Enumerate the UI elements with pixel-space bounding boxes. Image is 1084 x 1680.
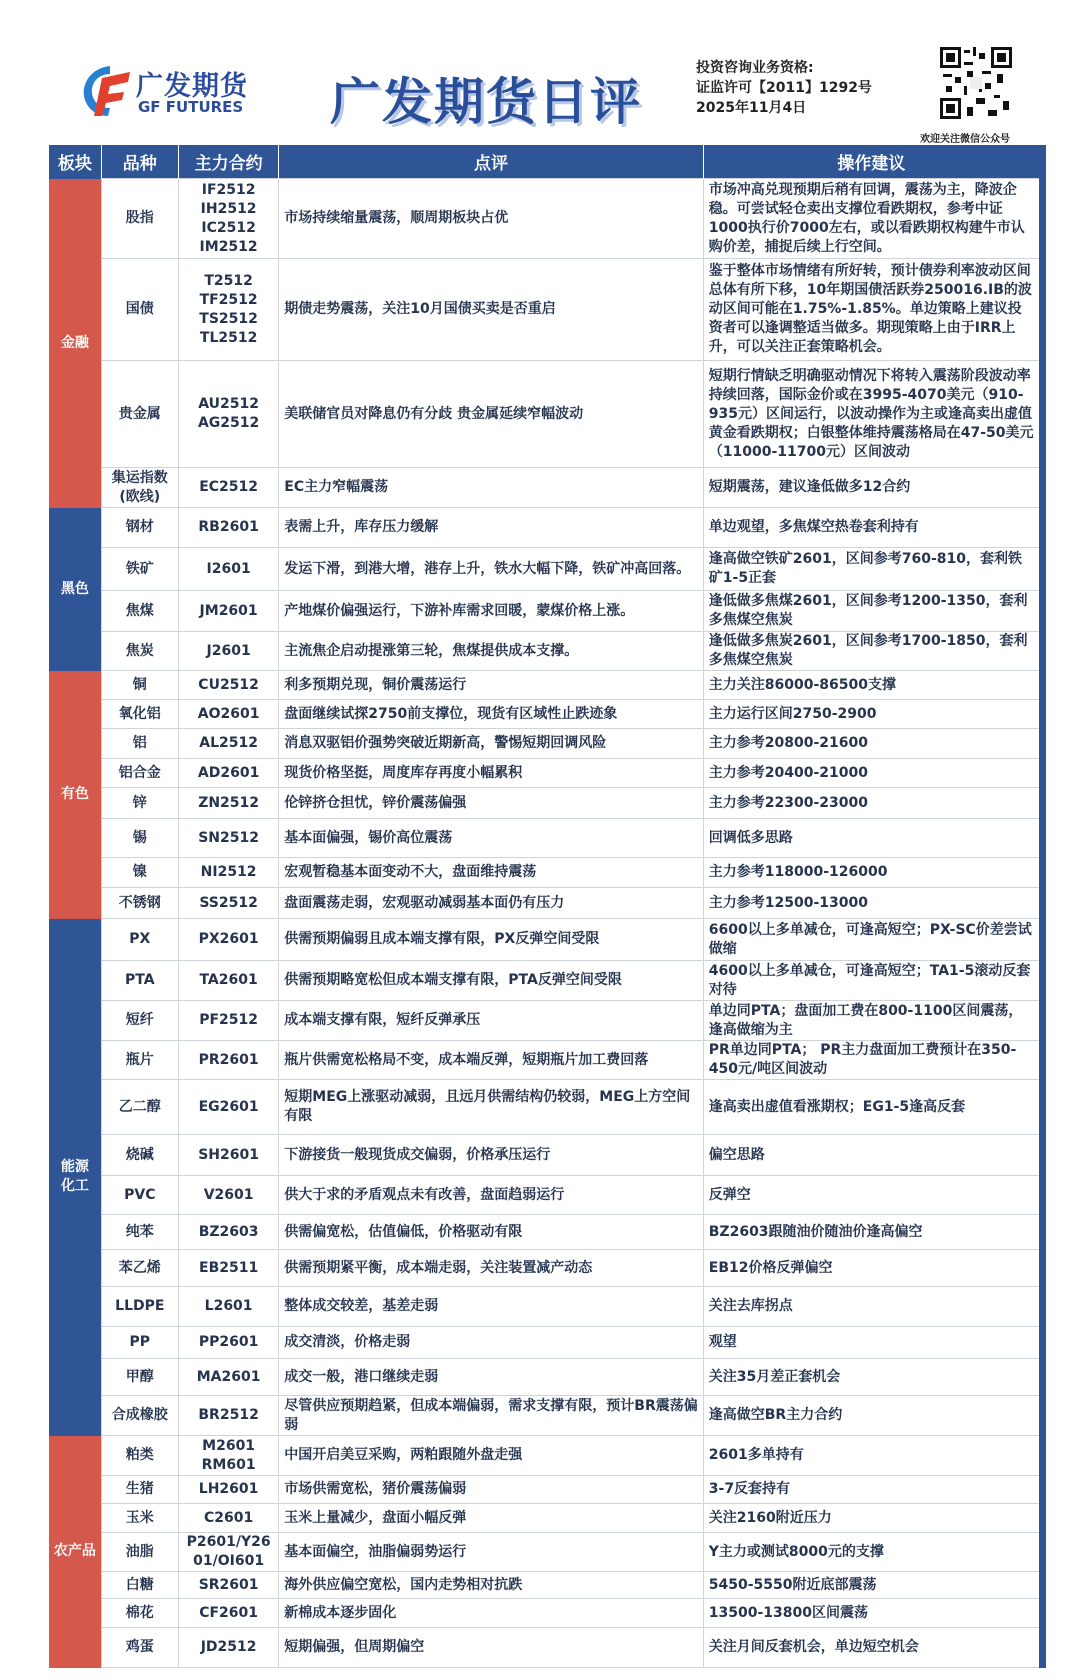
- contract-cell: JM2601: [178, 591, 278, 632]
- contract-cell: IF2512 IH2512 IC2512 IM2512: [178, 179, 278, 259]
- advice-cell: 单边同PTA；盘面加工费在800-1100区间震荡，逢高做缩为主: [703, 1001, 1042, 1041]
- variety-cell: 棉花: [101, 1599, 178, 1628]
- advice-cell: BZ2603跟随油价随油价逢高偏空: [703, 1215, 1042, 1250]
- qr-code-icon: [940, 46, 1012, 120]
- contract-cell: V2601: [178, 1176, 278, 1215]
- advice-cell: Y主力或测试8000元的支撑: [703, 1533, 1042, 1572]
- advice-cell: 13500-13800区间震荡: [703, 1599, 1042, 1628]
- comment-cell: 成交清淡，价格走弱: [279, 1327, 703, 1359]
- gf-futures-logo: [80, 62, 270, 120]
- table-row: [49, 1215, 1043, 1250]
- comment-cell: 新棉成本逐步固化: [279, 1599, 703, 1628]
- report-date: 2025年11月4日: [696, 100, 807, 116]
- variety-cell: 国债: [101, 259, 178, 361]
- variety-cell: 玉米: [101, 1504, 178, 1533]
- advice-cell: 主力参考22300-23000: [703, 788, 1042, 819]
- table-row: [49, 729, 1043, 759]
- table-row: [49, 1476, 1043, 1504]
- advice-cell: 关注35月差正套机会: [703, 1359, 1042, 1396]
- variety-cell: 贵金属: [101, 361, 178, 468]
- contract-cell: MA2601: [178, 1359, 278, 1396]
- logo-text-en: GF FUTURES: [138, 98, 244, 116]
- contract-cell: P2601/Y26 01/OI601: [178, 1533, 278, 1572]
- variety-cell: 短纤: [101, 1001, 178, 1041]
- table-row: [49, 468, 1043, 508]
- contract-cell: PP2601: [178, 1327, 278, 1359]
- col-header-sector: 板块: [49, 145, 101, 179]
- comment-cell: 现货价格坚挺，周度库存再度小幅累积: [279, 759, 703, 788]
- variety-cell: 粕类: [101, 1436, 178, 1476]
- license-info: [696, 58, 872, 118]
- comment-cell: 供大于求的矛盾观点未有改善，盘面趋弱运行: [279, 1176, 703, 1215]
- report-title: 广发期货日评: [330, 73, 642, 131]
- variety-cell: 锌: [101, 788, 178, 819]
- contract-cell: EG2601: [178, 1080, 278, 1135]
- comment-cell: 利多预期兑现，铜价震荡运行: [279, 671, 703, 700]
- table-row: [49, 961, 1043, 1001]
- variety-cell: 铁矿: [101, 548, 178, 591]
- variety-cell: PX: [101, 919, 178, 961]
- comment-cell: 宏观暂稳基本面变动不大，盘面维持震荡: [279, 858, 703, 888]
- comment-cell: 市场供需宽松，猪价震荡偏弱: [279, 1476, 703, 1504]
- table-row: [49, 1327, 1043, 1359]
- gf-logo-mark-icon: [80, 62, 132, 118]
- comment-cell: 美联储官员对降息仍有分歧 贵金属延续窄幅波动: [279, 361, 703, 468]
- comment-cell: 整体成交较差，基差走弱: [279, 1287, 703, 1327]
- variety-cell: LLDPE: [101, 1287, 178, 1327]
- col-header-contract: 主力合约: [178, 145, 278, 179]
- variety-cell: 铝: [101, 729, 178, 759]
- comment-cell: 瓶片供需宽松格局不变，成本端反弹，短期瓶片加工费回落: [279, 1041, 703, 1080]
- advice-cell: 关注去库拐点: [703, 1287, 1042, 1327]
- contract-cell: C2601: [178, 1504, 278, 1533]
- table-row: [49, 632, 1043, 671]
- contract-cell: CF2601: [178, 1599, 278, 1628]
- table-row: [49, 759, 1043, 788]
- advice-cell: 6600以上多单减仓，可逢高短空；PX-SC价差尝试做缩: [703, 919, 1042, 961]
- variety-cell: 钢材: [101, 508, 178, 548]
- comment-cell: 供需预期偏弱且成本端支撑有限，PX反弹空间受限: [279, 919, 703, 961]
- contract-cell: SR2601: [178, 1572, 278, 1599]
- table-row: [49, 819, 1043, 858]
- table-row: [49, 1001, 1043, 1041]
- advice-cell: 4600以上多单减仓，可逢高短空；TA1-5滚动反套对待: [703, 961, 1042, 1001]
- variety-cell: 氧化铝: [101, 700, 178, 729]
- variety-cell: 铝合金: [101, 759, 178, 788]
- table-row: [49, 1359, 1043, 1396]
- advice-cell: 反弹空: [703, 1176, 1042, 1215]
- advice-cell: 单边观望，多焦煤空热卷套利持有: [703, 508, 1042, 548]
- variety-cell: 烧碱: [101, 1135, 178, 1176]
- advice-cell: 2601多单持有: [703, 1436, 1042, 1476]
- comment-cell: 成本端支撑有限，短纤反弹承压: [279, 1001, 703, 1041]
- comment-cell: 产地煤价偏强运行，下游补库需求回暖，蒙煤价格上涨。: [279, 591, 703, 632]
- table-row: [49, 1533, 1043, 1572]
- advice-cell: 偏空思路: [703, 1135, 1042, 1176]
- variety-cell: 瓶片: [101, 1041, 178, 1080]
- sector-label: 农产品: [49, 1436, 101, 1668]
- contract-cell: RB2601: [178, 508, 278, 548]
- contract-cell: PX2601: [178, 919, 278, 961]
- table-row: [49, 1504, 1043, 1533]
- contract-cell: JD2512: [178, 1628, 278, 1668]
- contract-cell: EC2512: [178, 468, 278, 508]
- contract-cell: T2512 TF2512 TS2512 TL2512: [178, 259, 278, 361]
- table-row: [49, 1041, 1043, 1080]
- comment-cell: 成交一般，港口继续走弱: [279, 1359, 703, 1396]
- advice-cell: EB12价格反弹偏空: [703, 1250, 1042, 1287]
- license-label: 投资咨询业务资格:: [696, 60, 814, 76]
- comment-cell: 期债走势震荡，关注10月国债买卖是否重启: [279, 259, 703, 361]
- comment-cell: 短期MEG上涨驱动减弱，且远月供需结构仍较弱，MEG上方空间有限: [279, 1080, 703, 1135]
- contract-cell: PF2512: [178, 1001, 278, 1041]
- variety-cell: 焦炭: [101, 632, 178, 671]
- variety-cell: 苯乙烯: [101, 1250, 178, 1287]
- advice-cell: 主力参考20800-21600: [703, 729, 1042, 759]
- sector-label: 有色: [49, 671, 101, 919]
- col-header-comment: 点评: [279, 145, 703, 179]
- daily-review-table: [49, 145, 1046, 1668]
- variety-cell: PVC: [101, 1176, 178, 1215]
- variety-cell: PP: [101, 1327, 178, 1359]
- table-row: [49, 1135, 1043, 1176]
- variety-cell: 不锈钢: [101, 888, 178, 919]
- comment-cell: 供需预期紧平衡，成本端走弱，关注装置减产动态: [279, 1250, 703, 1287]
- variety-cell: 锡: [101, 819, 178, 858]
- advice-cell: 主力参考20400-21000: [703, 759, 1042, 788]
- contract-cell: SH2601: [178, 1135, 278, 1176]
- table-row: [49, 1080, 1043, 1135]
- variety-cell: 合成橡胶: [101, 1396, 178, 1436]
- comment-cell: 发运下滑，到港大增，港存上升，铁水大幅下降，铁矿冲高回落。: [279, 548, 703, 591]
- table-row: [49, 591, 1043, 632]
- variety-cell: 股指: [101, 179, 178, 259]
- variety-cell: 生猪: [101, 1476, 178, 1504]
- contract-cell: AO2601: [178, 700, 278, 729]
- comment-cell: 消息双驱铝价强势突破近期新高，警惕短期回调风险: [279, 729, 703, 759]
- advice-cell: 观望: [703, 1327, 1042, 1359]
- table-body: [49, 179, 1043, 1668]
- table-row: [49, 1396, 1043, 1436]
- license-number: 证监许可【2011】1292号: [696, 80, 872, 96]
- comment-cell: 玉米上量减少，盘面小幅反弹: [279, 1504, 703, 1533]
- table-row: [49, 548, 1043, 591]
- advice-cell: 逢低做多焦煤2601，区间参考1200-1350，套利多焦煤空焦炭: [703, 591, 1042, 632]
- contract-cell: AL2512: [178, 729, 278, 759]
- contract-cell: AD2601: [178, 759, 278, 788]
- table-row: [49, 888, 1043, 919]
- table-row: [49, 858, 1043, 888]
- table-row: [49, 1287, 1043, 1327]
- advice-cell: 3-7反套持有: [703, 1476, 1042, 1504]
- sector-label: 黑色: [49, 508, 101, 671]
- comment-cell: 短期偏强，但周期偏空: [279, 1628, 703, 1668]
- advice-cell: 逢高做空BR主力合约: [703, 1396, 1042, 1436]
- comment-cell: 供需预期略宽松但成本端支撑有限，PTA反弹空间受限: [279, 961, 703, 1001]
- advice-cell: 主力关注86000-86500支撑: [703, 671, 1042, 700]
- variety-cell: PTA: [101, 961, 178, 1001]
- variety-cell: 焦煤: [101, 591, 178, 632]
- table-row: [49, 259, 1043, 361]
- contract-cell: EB2511: [178, 1250, 278, 1287]
- contract-cell: SS2512: [178, 888, 278, 919]
- contract-cell: CU2512: [178, 671, 278, 700]
- table-row: [49, 179, 1043, 259]
- comment-cell: 表需上升，库存压力缓解: [279, 508, 703, 548]
- contract-cell: ZN2512: [178, 788, 278, 819]
- comment-cell: 尽管供应预期趋紧，但成本端偏弱，需求支撑有限，预计BR震荡偏弱: [279, 1396, 703, 1436]
- contract-cell: SN2512: [178, 819, 278, 858]
- contract-cell: TA2601: [178, 961, 278, 1001]
- comment-cell: 盘面继续试探2750前支撑位，现货有区域性止跌迹象: [279, 700, 703, 729]
- table-row: [49, 1250, 1043, 1287]
- advice-cell: 逢高卖出虚值看涨期权；EG1-5逢高反套: [703, 1080, 1042, 1135]
- contract-cell: NI2512: [178, 858, 278, 888]
- contract-cell: AU2512 AG2512: [178, 361, 278, 468]
- variety-cell: 纯苯: [101, 1215, 178, 1250]
- advice-cell: 关注月间反套机会，单边短空机会: [703, 1628, 1042, 1668]
- table-row: [49, 1628, 1043, 1668]
- table-row: [49, 508, 1043, 548]
- comment-cell: 市场持续缩量震荡，顺周期板块占优: [279, 179, 703, 259]
- advice-cell: 短期行情缺乏明确驱动情况下将转入震荡阶段波动率持续回落，国际金价或在3995-4070美元（910-935元）区间运行，以波动操作为主或逢高卖出虚值黄金看跌期权；白银整体维持震荡格局在47-50美元（11000-11700元）区间波动: [703, 361, 1042, 468]
- comment-cell: 基本面偏强，锡价高位震荡: [279, 819, 703, 858]
- advice-cell: PR单边同PTA； PR主力盘面加工费预计在350-450元/吨区间波动: [703, 1041, 1042, 1080]
- table-row: [49, 919, 1043, 961]
- table-row: [49, 1436, 1043, 1476]
- contract-cell: M2601 RM601: [178, 1436, 278, 1476]
- advice-cell: 短期震荡，建议逢低做多12合约: [703, 468, 1042, 508]
- variety-cell: 鸡蛋: [101, 1628, 178, 1668]
- advice-cell: 主力参考12500-13000: [703, 888, 1042, 919]
- table-row: [49, 1599, 1043, 1628]
- variety-cell: 白糖: [101, 1572, 178, 1599]
- col-header-advice: 操作建议: [703, 145, 1042, 179]
- table-row: [49, 700, 1043, 729]
- table-row: [49, 1176, 1043, 1215]
- variety-cell: 镍: [101, 858, 178, 888]
- sector-label: 能源 化工: [49, 919, 101, 1436]
- variety-cell: 铜: [101, 671, 178, 700]
- wechat-follow-label: 欢迎关注微信公众号: [920, 134, 1010, 145]
- variety-cell: 油脂: [101, 1533, 178, 1572]
- advice-cell: 逢低做多焦炭2601，区间参考1700-1850，套利多焦煤空焦炭: [703, 632, 1042, 671]
- logo-text-cn: 广发期货: [136, 71, 248, 102]
- contract-cell: BZ2603: [178, 1215, 278, 1250]
- comment-cell: 盘面震荡走弱，宏观驱动减弱基本面仍有压力: [279, 888, 703, 919]
- contract-cell: I2601: [178, 548, 278, 591]
- table-header-row: [49, 145, 1043, 179]
- advice-cell: 逢高做空铁矿2601，区间参考760-810，套利铁矿1-5正套: [703, 548, 1042, 591]
- contract-cell: L2601: [178, 1287, 278, 1327]
- comment-cell: 供需偏宽松，估值偏低，价格驱动有限: [279, 1215, 703, 1250]
- contract-cell: PR2601: [178, 1041, 278, 1080]
- advice-cell: 关注2160附近压力: [703, 1504, 1042, 1533]
- comment-cell: 主流焦企启动提涨第三轮，焦煤提供成本支撑。: [279, 632, 703, 671]
- col-header-variety: 品种: [101, 145, 178, 179]
- advice-cell: 主力参考118000-126000: [703, 858, 1042, 888]
- contract-cell: LH2601: [178, 1476, 278, 1504]
- advice-cell: 回调低多思路: [703, 819, 1042, 858]
- table-row: [49, 1572, 1043, 1599]
- comment-cell: 中国开启美豆采购，两粕跟随外盘走强: [279, 1436, 703, 1476]
- variety-cell: 甲醇: [101, 1359, 178, 1396]
- advice-cell: 5450-5550附近底部震荡: [703, 1572, 1042, 1599]
- contract-cell: BR2512: [178, 1396, 278, 1436]
- advice-cell: 鉴于整体市场情绪有所好转，预计债券利率波动区间总体有所下移，10年期国债活跃券250016.IB的波动区间可能在1.75%-1.85%。单边策略上建议投资者可以逢调整适当做多。期现策略上由于IRR上升，可以关注正套策略机会。: [703, 259, 1042, 361]
- table-row: [49, 361, 1043, 468]
- variety-cell: 集运指数 (欧线): [101, 468, 178, 508]
- contract-cell: J2601: [178, 632, 278, 671]
- variety-cell: 乙二醇: [101, 1080, 178, 1135]
- comment-cell: EC主力窄幅震荡: [279, 468, 703, 508]
- advice-cell: 主力运行区间2750-2900: [703, 700, 1042, 729]
- comment-cell: 基本面偏空，油脂偏弱势运行: [279, 1533, 703, 1572]
- comment-cell: 海外供应偏空宽松，国内走势相对抗跌: [279, 1572, 703, 1599]
- comment-cell: 伦锌挤仓担忧，锌价震荡偏强: [279, 788, 703, 819]
- comment-cell: 下游接货一般现货成交偏弱，价格承压运行: [279, 1135, 703, 1176]
- table-row: [49, 788, 1043, 819]
- advice-cell: 市场冲高兑现预期后稍有回调，震荡为主，降波企稳。可尝试轻仓卖出支撑位看跌期权，参考中证1000执行价7000左右，或以看跌期权构建牛市认购价差，捕捉后续上行空间。: [703, 179, 1042, 259]
- table-row: [49, 671, 1043, 700]
- sector-label: 金融: [49, 179, 101, 508]
